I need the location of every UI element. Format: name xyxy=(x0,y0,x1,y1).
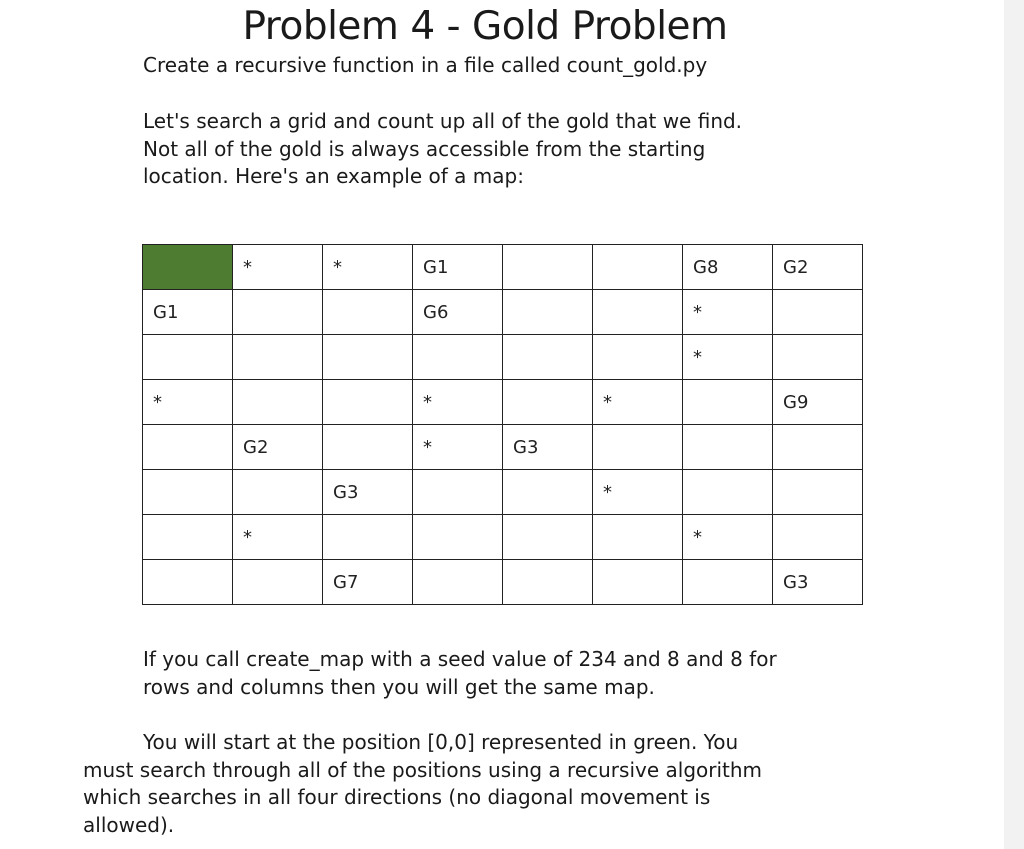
map-cell xyxy=(683,380,773,425)
map-cell xyxy=(593,425,683,470)
map-cell: * xyxy=(323,245,413,290)
map-cell xyxy=(683,560,773,605)
intro-line: location. Here's an example of a map: xyxy=(143,164,524,188)
map-cell xyxy=(143,470,233,515)
map-cell: G9 xyxy=(773,380,863,425)
start-cell xyxy=(143,245,233,290)
map-cell: * xyxy=(413,425,503,470)
start-line: which searches in all four directions (no diagonal movement is xyxy=(83,785,711,809)
map-cell xyxy=(323,335,413,380)
start-line: allowed). xyxy=(83,812,175,837)
map-cell: G2 xyxy=(773,245,863,290)
map-cell xyxy=(503,515,593,560)
map-cell: * xyxy=(593,470,683,515)
seed-paragraph xyxy=(143,646,903,701)
map-cell: G7 xyxy=(323,560,413,605)
map-cell xyxy=(413,560,503,605)
map-cell: * xyxy=(593,380,683,425)
gold-map-grid xyxy=(142,244,863,605)
map-row xyxy=(143,245,863,290)
map-cell xyxy=(773,290,863,335)
map-cell xyxy=(233,290,323,335)
map-cell xyxy=(143,560,233,605)
map-cell: * xyxy=(683,335,773,380)
map-cell: * xyxy=(233,245,323,290)
map-cell xyxy=(233,470,323,515)
map-cell: G8 xyxy=(683,245,773,290)
map-cell xyxy=(143,515,233,560)
map-cell xyxy=(323,515,413,560)
map-cell xyxy=(593,560,683,605)
map-row xyxy=(143,560,863,605)
map-cell xyxy=(413,470,503,515)
map-cell xyxy=(773,470,863,515)
map-cell xyxy=(593,515,683,560)
map-cell: * xyxy=(683,515,773,560)
map-cell xyxy=(323,290,413,335)
map-cell xyxy=(233,560,323,605)
intro-paragraph xyxy=(143,108,903,191)
map-cell xyxy=(683,470,773,515)
map-cell: G1 xyxy=(143,290,233,335)
map-cell: * xyxy=(233,515,323,560)
map-cell xyxy=(503,245,593,290)
map-cell xyxy=(503,380,593,425)
seed-line: If you call create_map with a seed value of 234 and 8 and 8 for xyxy=(143,647,777,671)
map-row xyxy=(143,515,863,560)
map-cell xyxy=(593,290,683,335)
map-cell xyxy=(503,470,593,515)
map-cell xyxy=(323,425,413,470)
map-cell: G3 xyxy=(773,560,863,605)
map-cell xyxy=(593,335,683,380)
map-row xyxy=(143,335,863,380)
map-cell: G3 xyxy=(503,425,593,470)
map-cell: G1 xyxy=(413,245,503,290)
map-cell: * xyxy=(683,290,773,335)
map-cell: G6 xyxy=(413,290,503,335)
map-cell xyxy=(143,335,233,380)
map-cell xyxy=(323,380,413,425)
map-cell xyxy=(503,560,593,605)
seed-line: rows and columns then you will get the same map. xyxy=(143,674,655,699)
map-cell xyxy=(773,515,863,560)
map-cell xyxy=(143,425,233,470)
map-row xyxy=(143,380,863,425)
map-cell: * xyxy=(413,380,503,425)
map-cell xyxy=(683,425,773,470)
start-line: You will start at the position [0,0] represented in green. You xyxy=(143,730,739,754)
start-line: must search through all of the positions using a recursive algorithm xyxy=(83,757,763,782)
map-cell xyxy=(233,380,323,425)
map-cell xyxy=(773,335,863,380)
map-cell: G3 xyxy=(323,470,413,515)
intro-line: Not all of the gold is always accessible from the starting xyxy=(143,136,706,161)
map-row xyxy=(143,470,863,515)
map-cell: * xyxy=(143,380,233,425)
start-paragraph xyxy=(83,729,903,839)
subtitle: Create a recursive function in a file called count_gold.py xyxy=(143,53,708,77)
map-cell xyxy=(413,335,503,380)
map-cell xyxy=(503,335,593,380)
map-cell xyxy=(413,515,503,560)
map-cell xyxy=(233,335,323,380)
map-row xyxy=(143,290,863,335)
map-cell xyxy=(593,245,683,290)
map-cell xyxy=(503,290,593,335)
intro-line: Let's search a grid and count up all of the gold that we find. xyxy=(143,109,743,133)
page-title: Problem 4 - Gold Problem xyxy=(242,4,728,49)
map-cell: G2 xyxy=(233,425,323,470)
map-row xyxy=(143,425,863,470)
map-cell xyxy=(773,425,863,470)
